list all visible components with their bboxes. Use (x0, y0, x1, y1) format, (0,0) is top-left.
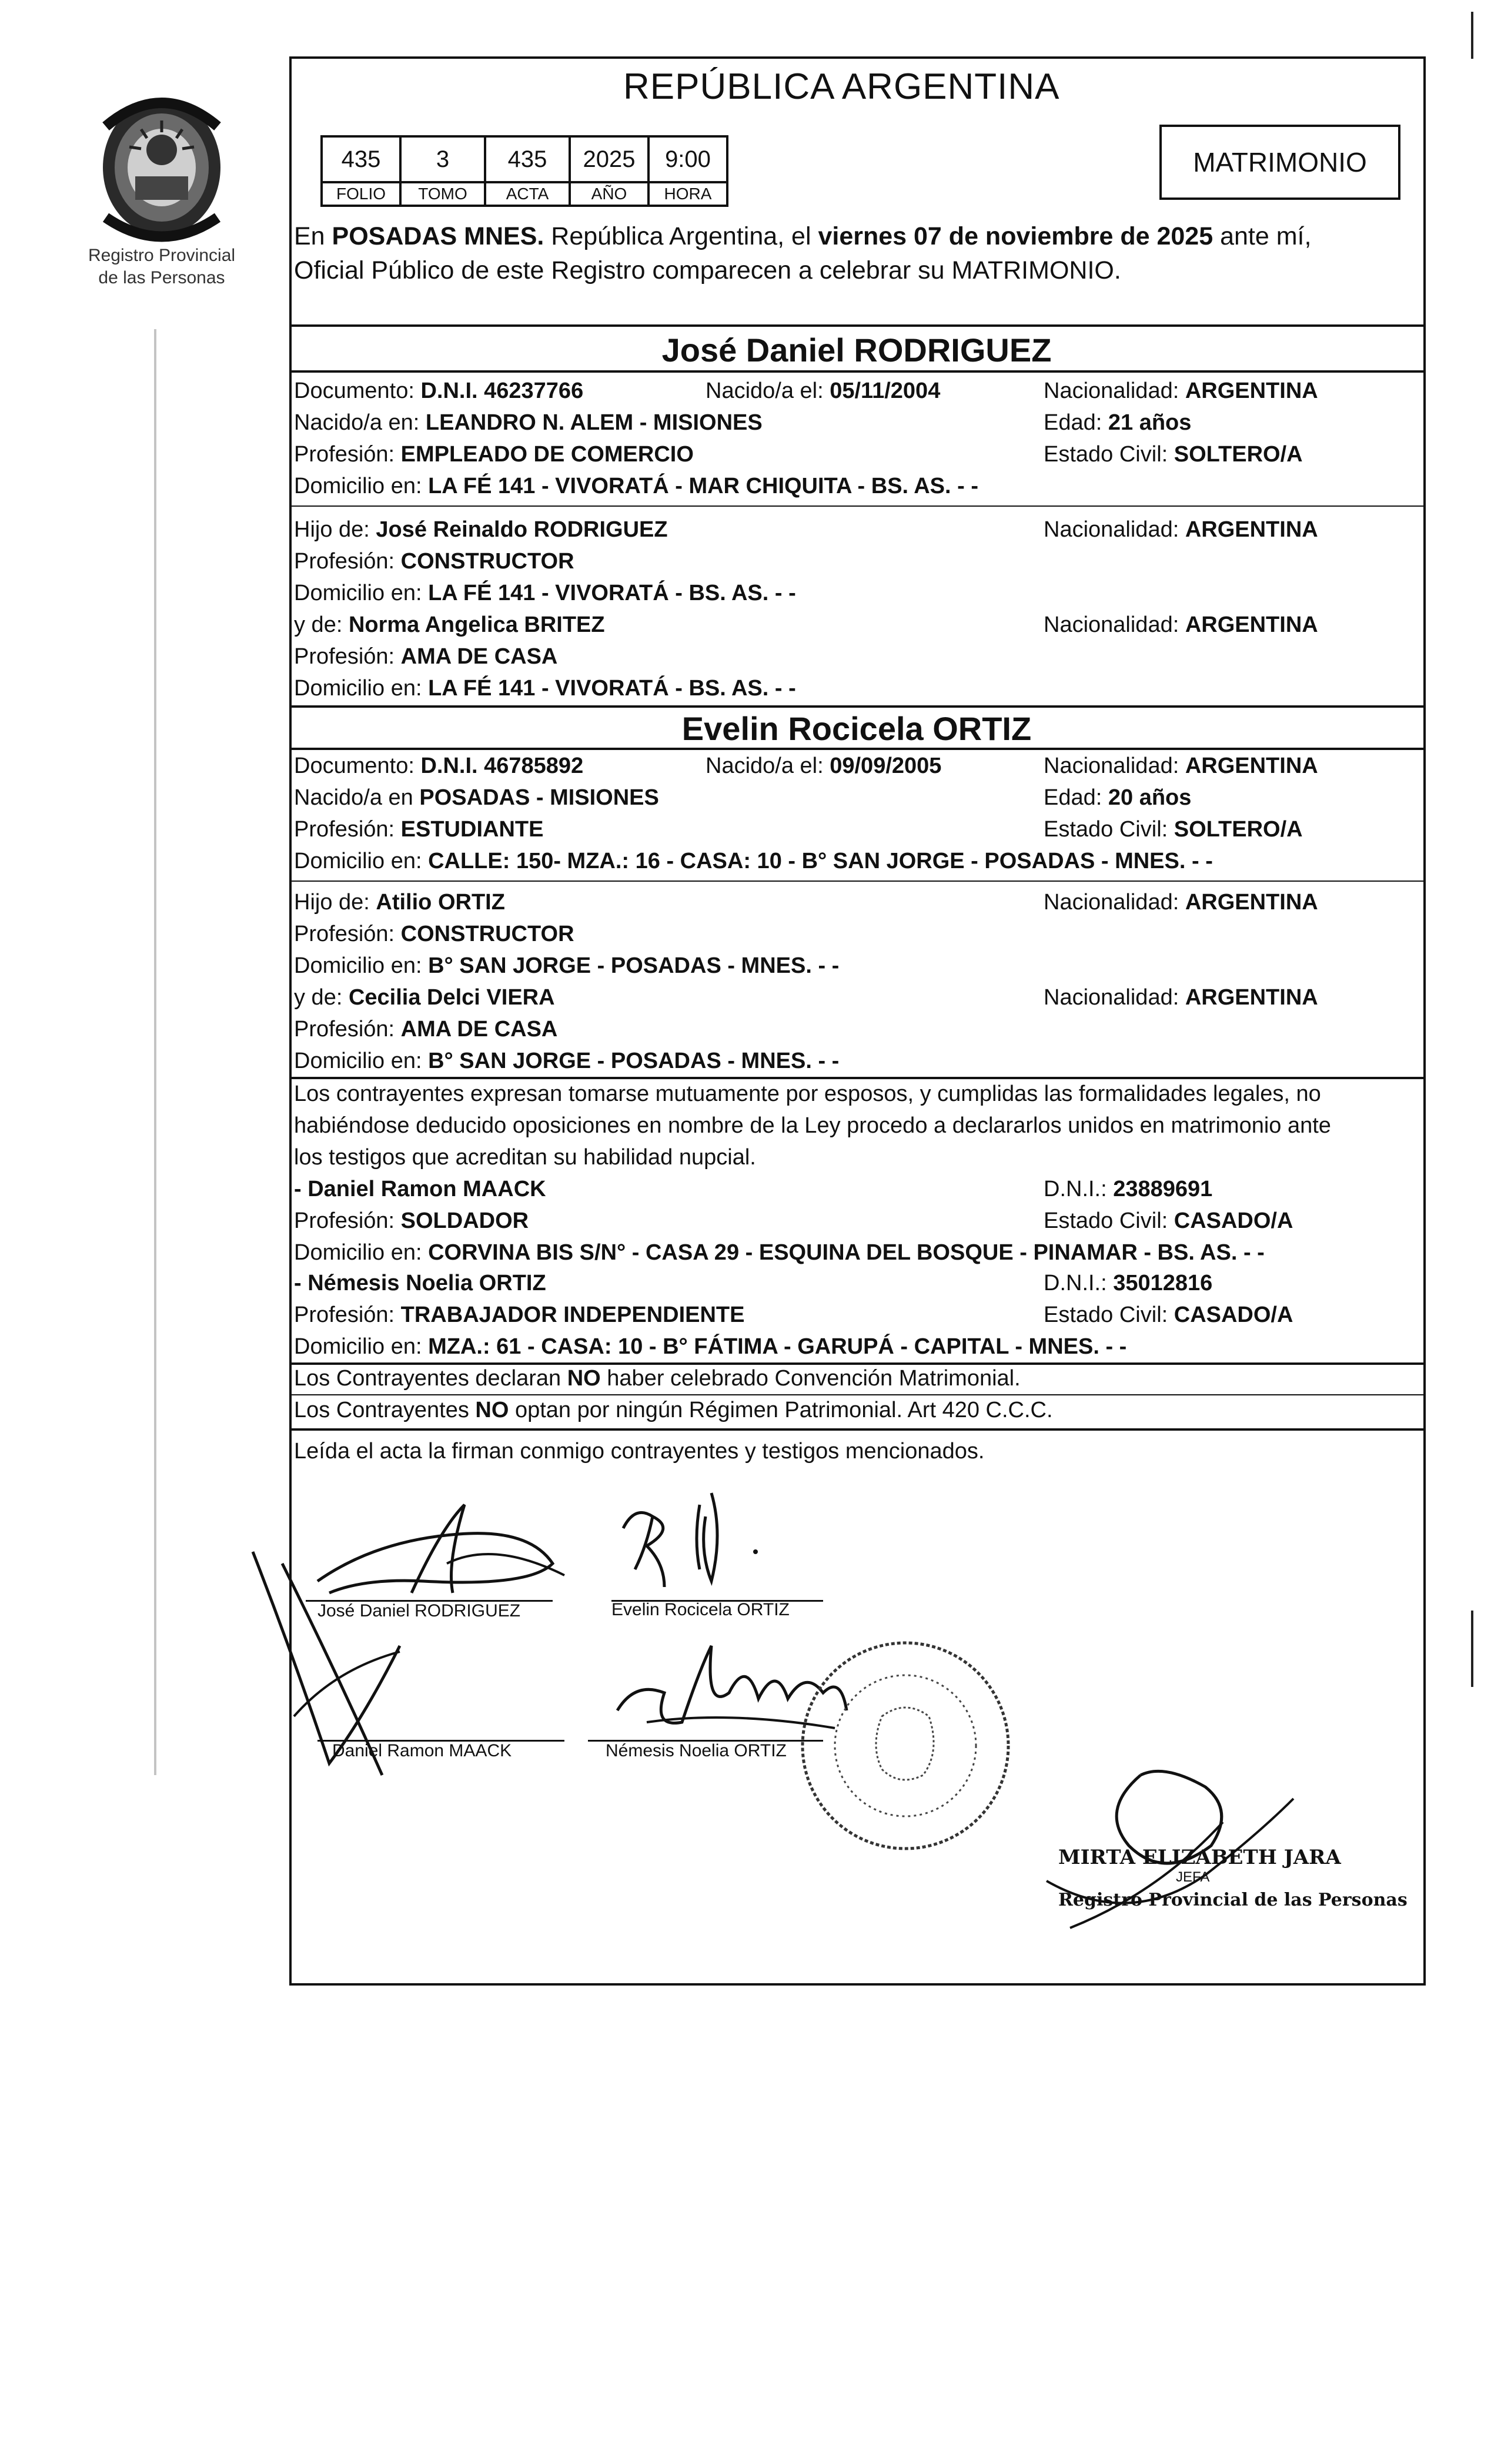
witness-2-signature-label: Némesis Noelia ORTIZ (606, 1741, 787, 1760)
groom-father-profesion: Profesión: CONSTRUCTOR (294, 549, 574, 574)
bride-mother-nacionalidad: Nacionalidad: ARGENTINA (1044, 985, 1318, 1010)
groom-domicilio: Domicilio en: LA FÉ 141 - VIVORATÁ - MAR CHIQUITA - BS. AS. - - (294, 474, 979, 498)
witness-2-profesion: Profesión: TRABAJADOR INDEPENDIENTE (294, 1303, 745, 1327)
groom-nacido-en: Nacido/a en: LEANDRO N. ALEM - MISIONES (294, 410, 763, 435)
bride-father-domicilio: Domicilio en: B° SAN JORGE - POSADAS - MNES. - - (294, 953, 840, 978)
declaration-line-2: habiéndose deducido oposiciones en nombre de la Ley procedo a declararlos unidos en matrimonio ante (294, 1113, 1331, 1138)
folio-value: 435 (322, 136, 400, 182)
record-type-box: MATRIMONIO (1159, 125, 1400, 200)
groom-edad: Edad: 21 años (1044, 410, 1192, 435)
convention-line-2: Los Contrayentes NO optan por ningún Régimen Patrimonial. Art 420 C.C.C. (294, 1398, 1053, 1422)
groom-nacionalidad: Nacionalidad: ARGENTINA (1044, 379, 1318, 403)
witness-1-profesion: Profesión: SOLDADOR (294, 1208, 529, 1233)
intro-text: En POSADAS MNES. República Argentina, el viernes 07 de noviembre de 2025 ante mí, Oficial Público de este Registro comparecen a celebrar su MATRIMONIO. (294, 222, 1312, 284)
convention-line-1: Los Contrayentes declaran NO haber celebrado Convención Matrimonial. (294, 1366, 1021, 1391)
folio-label: FOLIO (322, 182, 400, 206)
groom-documento: Documento: D.N.I. 46237766 (294, 379, 584, 403)
witness-1-name: - Daniel Ramon MAACK (294, 1177, 546, 1201)
groom-name: José Daniel RODRIGUEZ (661, 332, 1052, 369)
bride-edad: Edad: 20 años (1044, 785, 1192, 810)
groom-father-domicilio: Domicilio en: LA FÉ 141 - VIVORATÁ - BS. AS. - - (294, 581, 796, 605)
bride-signature-label: Evelin Rocicela ORTIZ (611, 1600, 790, 1619)
registry-caption-2: de las Personas (98, 268, 225, 287)
groom-signature-label: José Daniel RODRIGUEZ (317, 1601, 521, 1621)
anio-value: 2025 (570, 136, 648, 182)
declaration-line-3: los testigos que acreditan su habilidad nupcial. (294, 1145, 756, 1170)
officer-title: JEFA (1176, 1869, 1210, 1885)
bride-father-profesion: Profesión: CONSTRUCTOR (294, 922, 574, 946)
officer-name: MIRTA ELIZABETH JARA (1058, 1846, 1341, 1869)
witness-1-dni: D.N.I.: 23889691 (1044, 1177, 1213, 1201)
witness-1-estado: Estado Civil: CASADO/A (1044, 1208, 1293, 1233)
groom-profesion: Profesión: EMPLEADO DE COMERCIO (294, 442, 694, 467)
bride-father: Hijo de: Atilio ORTIZ (294, 890, 505, 915)
province-shield-icon (88, 79, 235, 267)
bride-domicilio: Domicilio en: CALLE: 150- MZA.: 16 - CASA: 10 - B° SAN JORGE - POSADAS - MNES. - - (294, 849, 1213, 873)
bride-mother-profesion: Profesión: AMA DE CASA (294, 1017, 558, 1042)
tomo-value: 3 (400, 136, 485, 182)
declaration-line-1: Los contrayentes expresan tomarse mutuamente por esposos, y cumplidas las formalidades legales, no (294, 1082, 1321, 1106)
bride-signature (611, 1481, 788, 1599)
groom-mother-domicilio: Domicilio en: LA FÉ 141 - VIVORATÁ - BS. AS. - - (294, 676, 796, 701)
bride-mother: y de: Cecilia Delci VIERA (294, 985, 555, 1010)
witness-1-domicilio: Domicilio en: CORVINA BIS S/N° - CASA 29 - ESQUINA DEL BOSQUE - PINAMAR - BS. AS. - - (294, 1240, 1265, 1265)
witness-2-dni: D.N.I.: 35012816 (1044, 1271, 1213, 1295)
bride-father-nacionalidad: Nacionalidad: ARGENTINA (1044, 890, 1318, 915)
bride-nacido-el: Nacido/a el: 09/09/2005 (706, 754, 942, 778)
hora-label: HORA (648, 182, 727, 206)
groom-mother-nacionalidad: Nacionalidad: ARGENTINA (1044, 612, 1318, 637)
bride-profesion: Profesión: ESTUDIANTE (294, 817, 544, 842)
anio-label: AÑO (570, 182, 648, 206)
bride-name: Evelin Rocicela ORTIZ (681, 710, 1032, 747)
groom-estado: Estado Civil: SOLTERO/A (1044, 442, 1303, 467)
bride-mother-domicilio: Domicilio en: B° SAN JORGE - POSADAS - MNES. - - (294, 1049, 840, 1073)
registry-caption-1: Registro Provincial (88, 246, 236, 265)
witness-2-name: - Némesis Noelia ORTIZ (294, 1271, 546, 1295)
groom-mother-profesion: Profesión: AMA DE CASA (294, 644, 558, 669)
witness-1-signature-label: Daniel Ramon MAACK (332, 1741, 512, 1760)
officer-registry: Registro Provincial de las Personas (1058, 1890, 1408, 1910)
witness-2-domicilio: Domicilio en: MZA.: 61 - CASA: 10 - B° FÁTIMA - GARUPÁ - CAPITAL - MNES. - - (294, 1334, 1127, 1359)
groom-nacido-el: Nacido/a el: 05/11/2004 (706, 379, 941, 403)
acta-value: 435 (485, 136, 570, 182)
witness-2-estado: Estado Civil: CASADO/A (1044, 1303, 1293, 1327)
acta-label: ACTA (485, 182, 570, 206)
record-index-table (320, 135, 728, 207)
bride-documento: Documento: D.N.I. 46785892 (294, 754, 584, 778)
tomo-label: TOMO (400, 182, 485, 206)
hora-value: 9:00 (648, 136, 727, 182)
page-title: REPÚBLICA ARGENTINA (623, 66, 1060, 107)
closing-text: Leída el acta la firman conmigo contrayentes y testigos mencionados. (294, 1439, 985, 1464)
bride-nacido-en: Nacido/a en POSADAS - MISIONES (294, 785, 659, 810)
groom-mother: y de: Norma Angelica BRITEZ (294, 612, 605, 637)
groom-father: Hijo de: José Reinaldo RODRIGUEZ (294, 517, 668, 542)
bride-estado: Estado Civil: SOLTERO/A (1044, 817, 1303, 842)
bride-nacionalidad: Nacionalidad: ARGENTINA (1044, 754, 1318, 778)
registry-logo (88, 79, 235, 267)
groom-father-nacionalidad: Nacionalidad: ARGENTINA (1044, 517, 1318, 542)
